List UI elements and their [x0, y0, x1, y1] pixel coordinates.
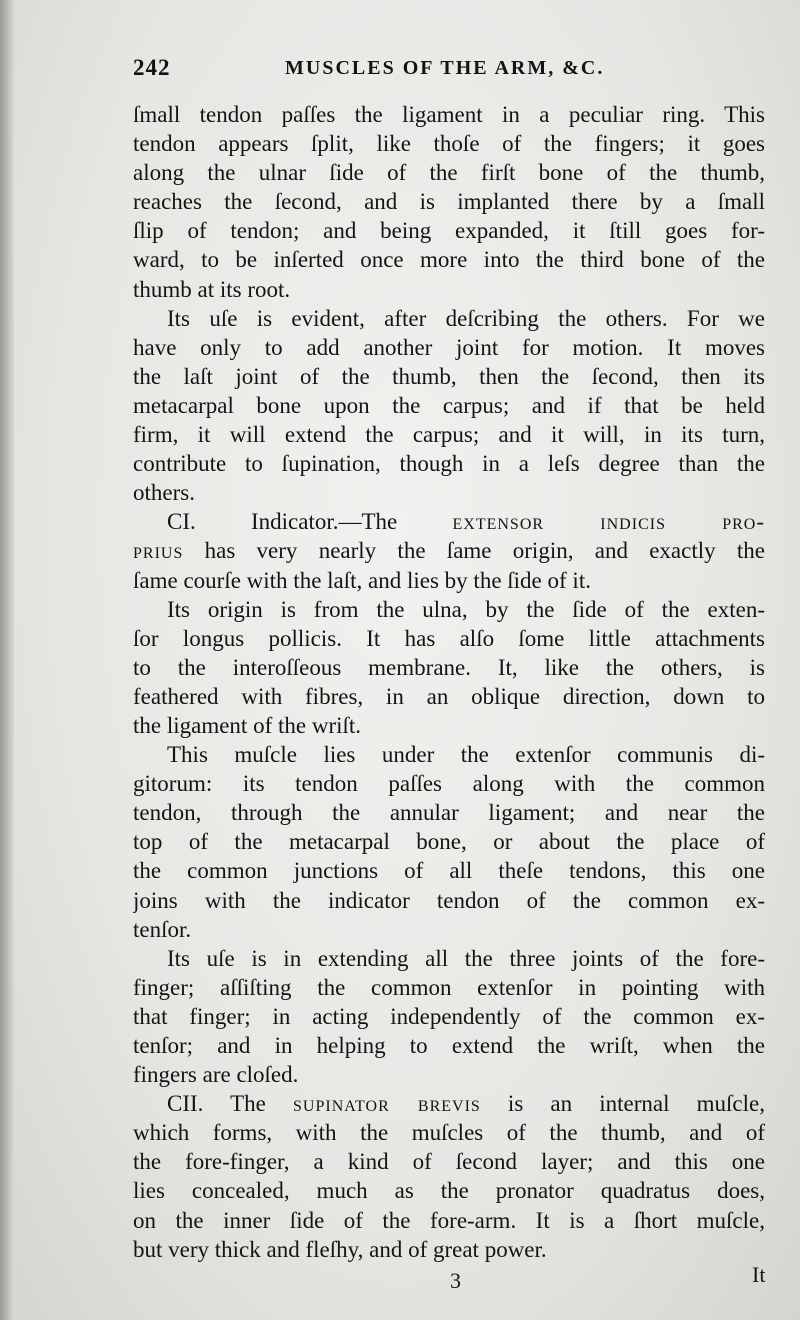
text-line: prius has very nearly the ſame origin, and exactly the [133, 538, 765, 564]
text-line: thumb at its root. [133, 276, 291, 302]
paragraph-start: Its uſe is evident, after deſcribing the others. For we [167, 305, 765, 331]
text-line: lies concealed, much as the pronator quadratus does, [133, 1178, 765, 1204]
text-line: joins with the indicator tendon of the common ex- [133, 887, 765, 913]
text-line: have only to add another joint for motion. It moves [133, 334, 765, 360]
text-line: firm, it will extend the carpus; and it will, in its turn, [133, 422, 765, 448]
text-line: ward, to be inſerted once more into the third bone of the [133, 247, 765, 273]
text-line: contribute to ſupination, though in a leſs degree than the [133, 451, 765, 477]
paragraph-start: Its origin is from the ulna, by the ſide of the exten- [167, 596, 765, 622]
text-line: along the ulnar ſide of the firſt bone of the thumb, [133, 160, 765, 186]
text-line: the fore-finger, a kind of ſecond layer; and this one [133, 1149, 765, 1175]
text-line: feathered with fibres, in an oblique direction, down to [133, 683, 765, 709]
text-line: ſlip of tendon; and being expanded, it ſtill goes for- [133, 218, 765, 244]
text-line: tendon, through the annular ligament; and near the [133, 800, 765, 826]
paragraph-start: This muſcle lies under the extenſor communis di- [167, 742, 765, 768]
paragraph-start: Its uſe is in extending all the three joints of the fore- [167, 945, 765, 971]
page-gutter-shadow [0, 0, 14, 1320]
small-caps-term: extensor indicis pro- [452, 509, 765, 535]
text-line: but very thick and fleſhy, and of great power. [133, 1236, 547, 1262]
signature-mark: 3 [450, 1268, 461, 1293]
text-line: that finger; in acting independently of the common ex- [133, 1003, 765, 1029]
text-line: ſor longus pollicis. It has alſo ſome little attachments [133, 625, 765, 651]
text-line: tenſor; and in helping to extend the wriſt, when the [133, 1033, 765, 1058]
text-line: tendon appears ſplit, like thoſe of the fingers; it goes [133, 131, 765, 157]
text-line: the common junctions of all theſe tendons, this one [133, 858, 765, 884]
text-line: top of the metacarpal bone, or about the place of [133, 829, 765, 855]
section-heading-ci: CI. Indicator.—The extensor indicis pro- [167, 509, 765, 535]
catchword: It [752, 1262, 766, 1287]
text-line: gitorum: its tendon paſſes along with the common [133, 771, 765, 797]
text-line: to the interoſſeous membrane. It, like the others, is [133, 654, 765, 680]
text-line: others. [133, 480, 195, 506]
text-line: metacarpal bone upon the carpus; and if that be held [133, 392, 765, 418]
text-line: ſmall tendon paſſes the ligament in a peculiar ring. This [133, 102, 765, 127]
small-caps-term: supinator brevis [293, 1091, 481, 1117]
text-line: the laſt joint of the thumb, then the ſecond, then its [133, 363, 765, 389]
text-line: ſame courſe with the laſt, and lies by the ſide of it. [133, 567, 591, 593]
small-caps-term: prius [133, 538, 184, 564]
page-header [133, 55, 773, 91]
section-heading-cii: CII. The supinator brevis is an internal muſcle, [167, 1091, 765, 1117]
text-line: which forms, with the muſcles of the thumb, and of [133, 1120, 765, 1146]
running-head: MUSCLES OF THE ARM, &C. [285, 57, 605, 79]
body-text [133, 100, 765, 1264]
page-number: 242 [133, 55, 171, 80]
text-line: tenſor. [133, 916, 192, 942]
text-line: on the inner ſide of the fore-arm. It is a ſhort muſcle, [133, 1207, 765, 1233]
text-line: the ligament of the wriſt. [133, 712, 362, 738]
text-line: fingers are cloſed. [133, 1062, 299, 1088]
text-line: reaches the ſecond, and is implanted there by a ſmall [133, 189, 765, 215]
text-line: finger; aſſiſting the common extenſor in pointing with [133, 974, 765, 1000]
